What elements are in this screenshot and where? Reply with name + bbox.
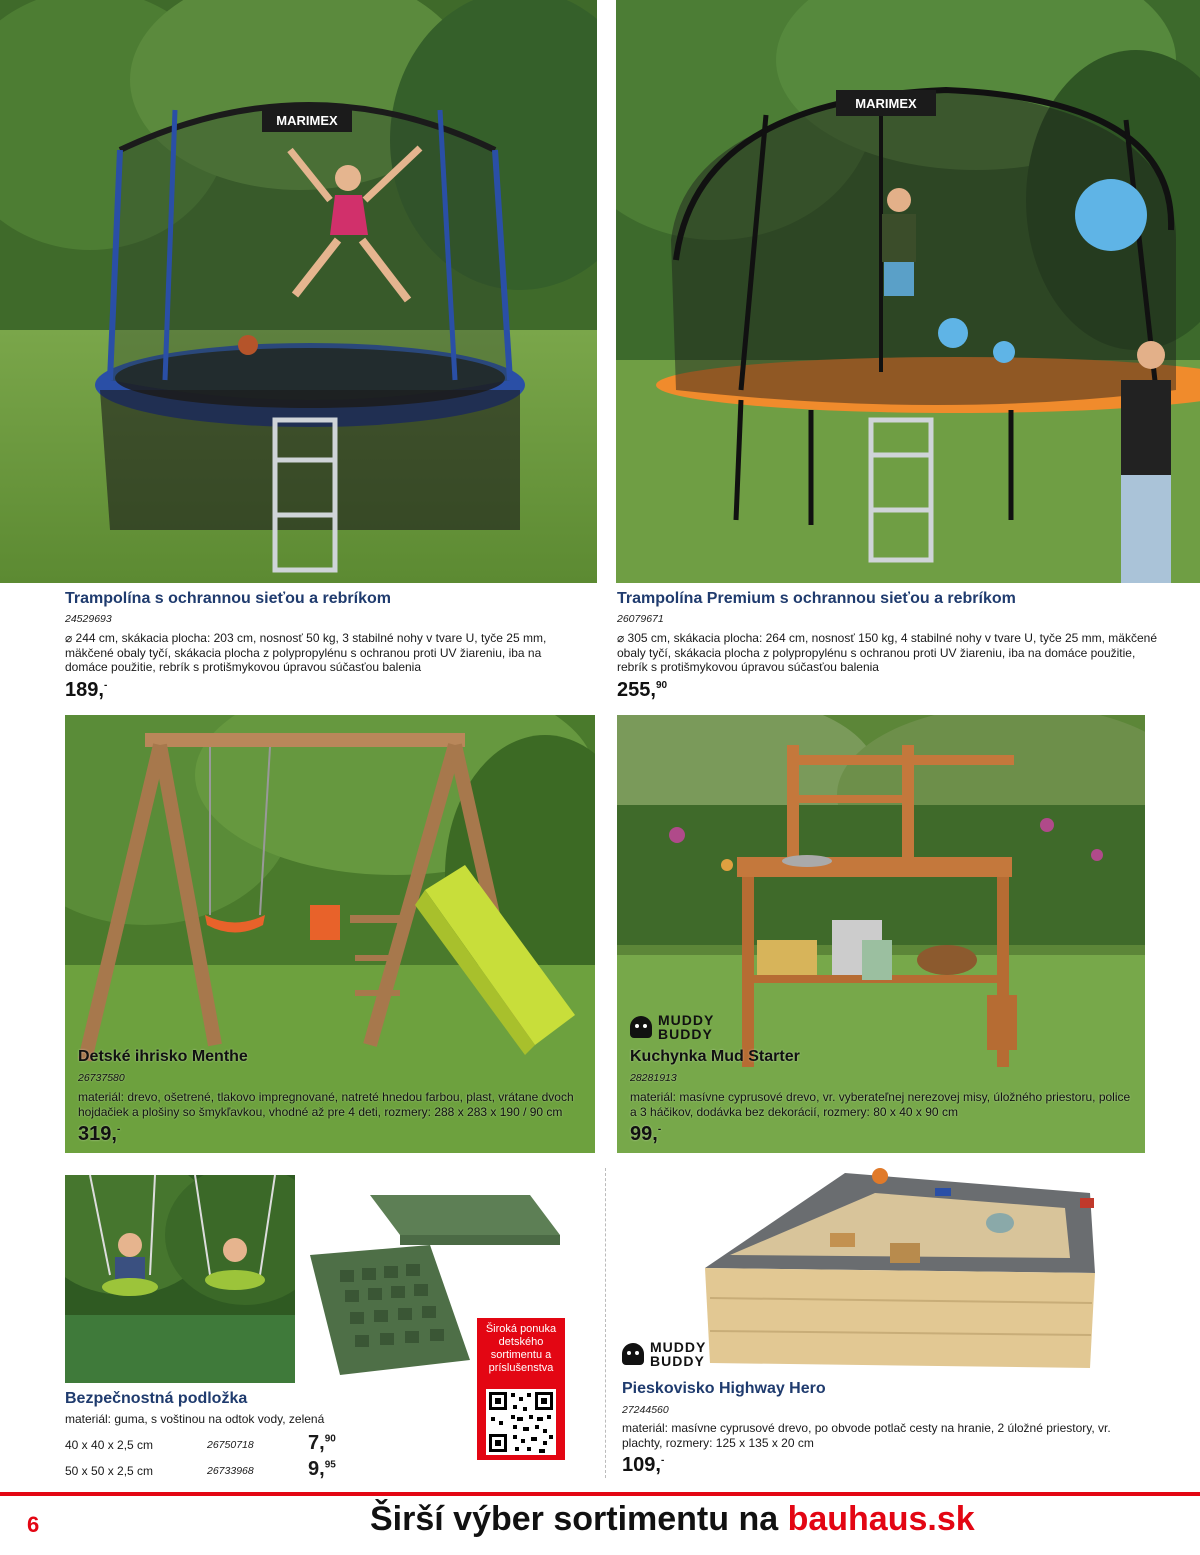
trampoline2-illustration <box>616 0 1200 583</box>
mat-size-price <box>308 1432 336 1455</box>
playground-code: 26737580 <box>78 1072 125 1084</box>
playground-price-sup: - <box>116 1124 121 1135</box>
promo-text: Široká ponuka detského sortimentu a príslušenstva <box>485 1323 557 1374</box>
trampoline2-code: 26079671 <box>617 613 664 625</box>
sandbox-logo-text <box>650 1340 706 1368</box>
kitchen-muddy-buddy-logo <box>630 1013 714 1041</box>
playground-title: Detské ihrisko Menthe <box>78 1048 248 1065</box>
page-number: 6 <box>27 1512 40 1537</box>
sandbox-logo-line2: BUDDY <box>650 1353 705 1369</box>
trampoline1-title: Trampolína s ochrannou sieťou a rebríkom <box>65 590 391 607</box>
playground-price <box>78 1123 120 1146</box>
trampoline1-photo <box>0 0 597 583</box>
sandbox-photo <box>690 1163 1120 1385</box>
mat-title: Bezpečnostná podložka <box>65 1390 248 1407</box>
kitchen-logo-text <box>658 1013 714 1041</box>
kitchen-price <box>630 1123 661 1146</box>
playground-illustration <box>65 715 595 1153</box>
footer-link[interactable]: bauhaus.sk <box>787 1500 975 1538</box>
mat-size-row <box>65 1432 345 1458</box>
qr-code[interactable] <box>486 1389 556 1455</box>
mat-size-code: 26750718 <box>207 1439 254 1451</box>
kitchen-code: 28281913 <box>630 1072 677 1084</box>
mat-size-price-sup: 90 <box>324 1433 336 1445</box>
mat-size-price-main: 7, <box>308 1432 325 1454</box>
kitchen-illustration <box>617 715 1145 1153</box>
trampoline1-price-main: 189, <box>65 679 104 701</box>
trampoline2-brand: MARIMEX <box>855 96 917 111</box>
playground-price-main: 319, <box>78 1123 117 1145</box>
mat-swing-photo <box>65 1175 295 1383</box>
sandbox-price-sup: - <box>660 1455 665 1466</box>
kitchen-logo-line1: MUDDY <box>658 1012 715 1028</box>
trampoline1-code: 24529693 <box>65 613 112 625</box>
trampoline1-brand: MARIMEX <box>276 113 338 128</box>
mat-size-label: 40 x 40 x 2,5 cm <box>65 1438 154 1452</box>
trampoline2-title: Trampolína Premium s ochrannou sieťou a rebríkom <box>617 590 1016 607</box>
footer-banner <box>370 1500 975 1539</box>
sandbox-illustration <box>690 1163 1120 1385</box>
playground-description: materiál: drevo, ošetrené, tlakovo impregnované, natreté hnedou farbou, plast, vrátane dvoch hojdačiek a plošiny so šmykľavkou, vhodné až pre 4 deti, rozmery: 288 x 283 x 190 / 90 cm <box>78 1090 574 1119</box>
sandbox-code: 27244560 <box>622 1404 669 1416</box>
trampoline2-price-main: 255, <box>617 679 656 701</box>
mat-size-price <box>308 1458 336 1481</box>
trampoline1-description: ⌀ 244 cm, skákacia plocha: 203 cm, nosnosť 50 kg, 3 stabilné nohy v tvare U, tyče 25 mm, mäkčené obaly tyčí, skákacia plocha z polypropylénu s ochranou proti UV žiareniu, iba na domáce použitie, rebrík s protišmykovou úpravou súčasťou balenia <box>65 631 547 674</box>
kitchen-price-main: 99, <box>630 1123 658 1145</box>
trampoline2-photo <box>616 0 1200 583</box>
sandbox-price-main: 109, <box>622 1454 661 1476</box>
trampoline1-price <box>65 679 107 702</box>
mat-size-price-main: 9, <box>308 1458 325 1480</box>
sandbox-logo-line1: MUDDY <box>650 1339 707 1355</box>
muddy-buddy-mascot-icon <box>622 1343 644 1365</box>
trampoline1-illustration <box>0 0 597 583</box>
trampoline2-price-sup: 90 <box>655 680 668 691</box>
footer-text: Širší výber sortimentu na <box>370 1500 779 1538</box>
mat-swing-illustration <box>65 1175 295 1383</box>
kitchen-description: materiál: masívne cyprusové drevo, vr. vyberateľnej nerezovej misy, úložného priestoru, police a 3 háčikov, dodávka bez dekorácií, rozmery: 80 x 40 x 90 cm <box>630 1090 1131 1119</box>
playground-photo <box>65 715 595 1153</box>
kitchen-price-sup: - <box>657 1124 662 1135</box>
sandbox-muddy-buddy-logo <box>622 1340 706 1368</box>
footer-rule <box>0 1492 1200 1496</box>
mat-size-row <box>65 1458 345 1484</box>
mat-description: materiál: guma, s voštinou na odtok vody, zelená <box>65 1412 325 1426</box>
mat-size-code: 26733968 <box>207 1465 254 1477</box>
trampoline1-price-sup: - <box>103 680 108 691</box>
muddy-buddy-mascot-icon <box>630 1016 652 1038</box>
sandbox-description: materiál: masívne cyprusové drevo, po obvode potlač cesty na hranie, 2 úložné priestory, vr. plachty, rozmery: 125 x 135 x 20 cm <box>622 1421 1111 1450</box>
mat-size-price-sup: 95 <box>324 1459 336 1471</box>
mat-size-label: 50 x 50 x 2,5 cm <box>65 1464 154 1478</box>
column-divider <box>605 1168 606 1478</box>
kitchen-title: Kuchynka Mud Starter <box>630 1048 800 1065</box>
sandbox-price <box>622 1454 664 1477</box>
trampoline2-price <box>617 679 667 702</box>
kitchen-photo <box>617 715 1145 1153</box>
sandbox-title: Pieskovisko Highway Hero <box>622 1380 826 1397</box>
kitchen-logo-line2: BUDDY <box>658 1026 713 1042</box>
trampoline2-description: ⌀ 305 cm, skákacia plocha: 264 cm, nosnosť 150 kg, 4 stabilné nohy v tvare U, tyče 25 mm, mäkčené obaly tyčí, skákacia plocha z polypropylénu s ochranou proti UV žiareniu, iba na domáce použitie, rebrík s protišmykovou úpravou súčasťou balenia <box>617 631 1157 674</box>
promo-box[interactable] <box>477 1318 565 1385</box>
qr-code-icon <box>486 1389 556 1455</box>
